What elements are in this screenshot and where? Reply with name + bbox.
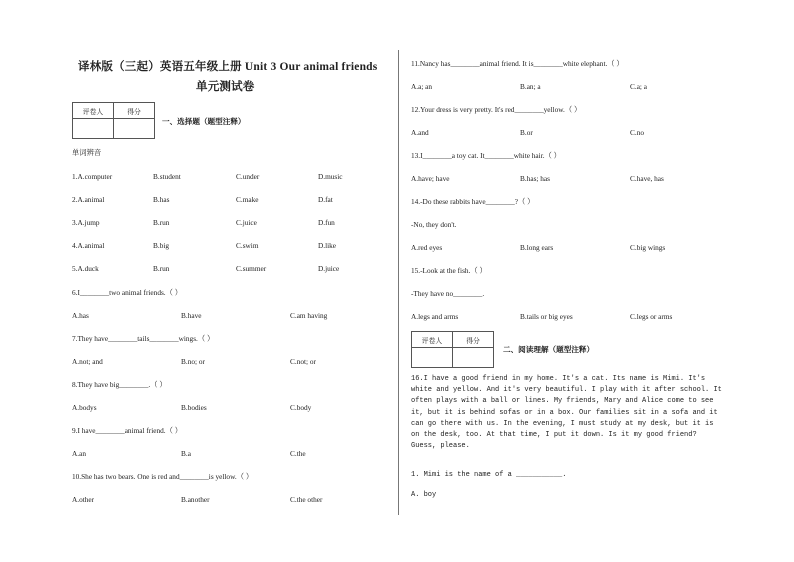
q6-option-a: A.has [72, 311, 89, 320]
q8-option-b: B.bodies [181, 403, 207, 412]
q6-option-b: B.have [181, 311, 202, 320]
q13-option-a: A.have; have [411, 174, 450, 183]
q13-option-b: B.has; has [520, 174, 550, 183]
q9-option-b: B.a [181, 449, 191, 458]
q9-option-a: A.an [72, 449, 86, 458]
q4-option-a: 4.A.animal [72, 241, 105, 250]
score-label: 得分 [114, 103, 155, 119]
reading-passage: 16.I have a good friend in my home. It's a cat. Its name is Mimi. It's white and yellow. And it's very beautiful. I play with it after school. It often plays with a ball or lines. My friends, Mary and Alice come to see it, but it is behind sofas or in a box. Our families sit in a sofa and it can go there with us. In the evening, I must study at my desk, but it is on the desk, too. At that time, I put it down. Is it my good friend? Guess, please. [411, 375, 722, 451]
q4-option-b: B.big [153, 241, 170, 250]
grader-table-2 [411, 331, 494, 368]
q2-option-b: B.has [153, 195, 170, 204]
q3-option-b: B.run [153, 218, 170, 227]
q13-option-c: C.have, has [630, 174, 664, 183]
q12-option-c: C.no [630, 128, 644, 137]
exam-title: 译林版（三起）英语五年级上册 Unit 3 Our animal friends [78, 61, 378, 73]
q1-option-a: 1.A.computer [72, 172, 113, 181]
exam-subtitle: 单元测试卷 [196, 81, 255, 93]
q14-text: 14.-Do these rabbits have________?（ ） [411, 197, 535, 206]
q1-option-b: B.student [153, 172, 181, 181]
reading-q1-text: 1. Mimi is the name of a ___________. [411, 471, 567, 479]
q5-option-a: 5.A.duck [72, 264, 99, 273]
q6-option-c: C.am having [290, 311, 328, 320]
q11-option-a: A.a; an [411, 82, 433, 91]
q11-text: 11.Nancy has________animal friend. It is________white elephant.（ ） [411, 59, 624, 68]
q14-option-c: C.big wings [630, 243, 666, 252]
q3-option-c: C.juice [236, 218, 257, 227]
column-divider [398, 50, 399, 515]
q2-option-c: C.make [236, 195, 259, 204]
grader-cell [412, 348, 453, 368]
grader-label: 评卷人 [412, 332, 453, 348]
q4-option-c: C.swim [236, 241, 259, 250]
q15-option-b: B.tails or big eyes [520, 312, 573, 321]
q15-text: 15.-Look at the fish.（ ） [411, 266, 487, 275]
q12-option-a: A.and [411, 128, 429, 137]
q10-option-c: C.the other [290, 495, 323, 504]
q11-option-c: C.a; a [630, 82, 648, 91]
q1-option-d: D.music [318, 172, 343, 181]
q14-option-b: B.long ears [520, 243, 554, 252]
q8-text: 8.They have big________.（ ） [72, 380, 167, 389]
score-label: 得分 [453, 332, 494, 348]
q12-text: 12.Your dress is very pretty. It's red________yellow.（ ） [411, 105, 582, 114]
section1-subheading: 单词辨音 [72, 148, 102, 157]
q5-option-c: C.summer [236, 264, 267, 273]
q9-option-c: C.the [290, 449, 306, 458]
q8-option-a: A.bodys [72, 403, 97, 412]
q3-option-d: D.fun [318, 218, 335, 227]
q10-option-b: B.another [181, 495, 210, 504]
q5-option-d: D.juice [318, 264, 340, 273]
q14-response: -No, they don't. [411, 220, 457, 229]
q4-option-d: D.like [318, 241, 337, 250]
score-cell [453, 348, 494, 368]
section1-heading: 一、选择题（题型注释） [162, 117, 246, 126]
q12-option-b: B.or [520, 128, 533, 137]
reading-q1-option-a: A. boy [411, 491, 437, 499]
q15-option-c: C.legs or arms [630, 312, 673, 321]
q15-response: -They have no________. [411, 289, 485, 298]
q3-option-a: 3.A.jump [72, 218, 100, 227]
section2-heading: 二、阅读理解（题型注释） [503, 345, 595, 354]
q1-option-c: C.under [236, 172, 260, 181]
q8-option-c: C.body [290, 403, 312, 412]
q7-option-b: B.no; or [181, 357, 205, 366]
grader-table-1 [72, 102, 155, 139]
q15-option-a: A.legs and arms [411, 312, 459, 321]
q7-option-c: C.not; or [290, 357, 316, 366]
q5-option-b: B.run [153, 264, 170, 273]
q11-option-b: B.an; a [520, 82, 541, 91]
q2-option-d: D.fat [318, 195, 333, 204]
q10-text: 10.She has two bears. One is red and________is yellow.（ ） [72, 472, 254, 481]
grader-label: 评卷人 [73, 103, 114, 119]
q7-option-a: A.not; and [72, 357, 103, 366]
q2-option-a: 2.A.animal [72, 195, 105, 204]
q13-text: 13.I________a toy cat. It________white hair.（ ） [411, 151, 561, 160]
q7-text: 7.They have________tails________wings.（ ） [72, 334, 215, 343]
q10-option-a: A.other [72, 495, 95, 504]
q9-text: 9.I have________animal friend.（ ） [72, 426, 183, 435]
q14-option-a: A.red eyes [411, 243, 443, 252]
grader-cell [73, 119, 114, 139]
score-cell [114, 119, 155, 139]
q6-text: 6.I________two animal friends.（ ） [72, 288, 183, 297]
